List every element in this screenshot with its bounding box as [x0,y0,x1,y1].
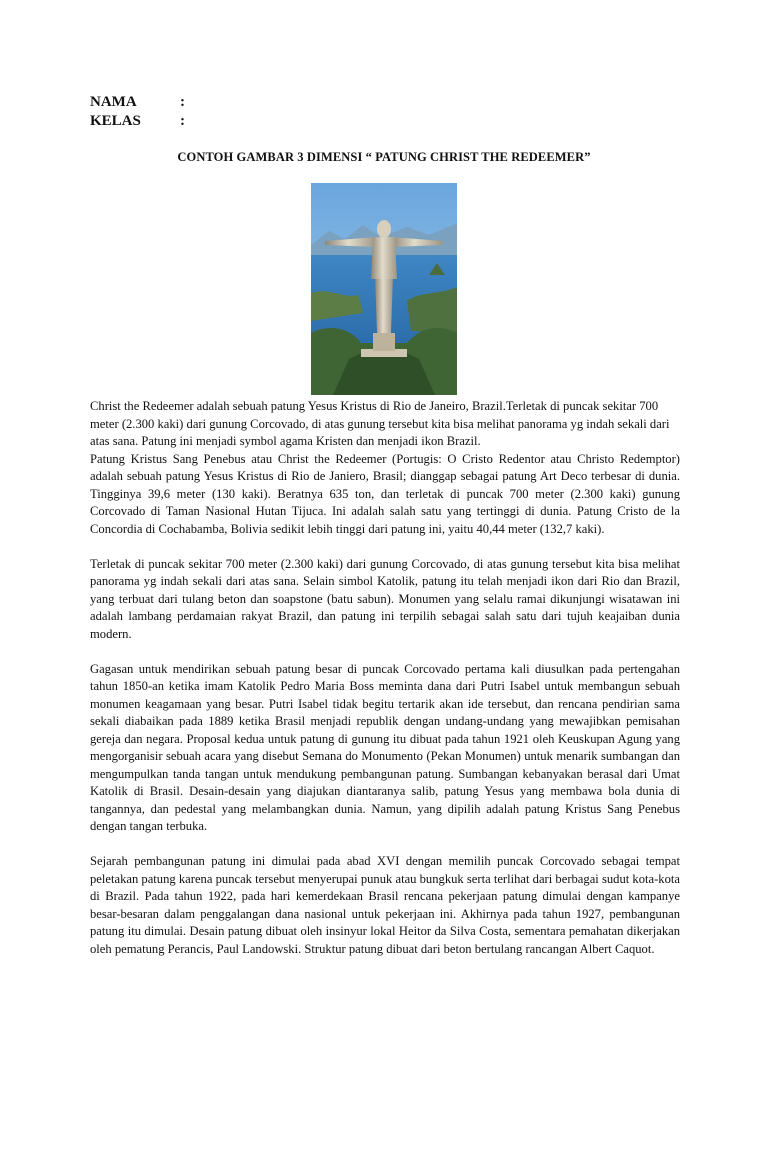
christ-the-redeemer-photo [311,183,457,395]
paragraph-3: Terletak di puncak sekitar 700 meter (2.300 kaki) dari gunung Corcovado, di atas gunung tersebut kita bisa melihat panorama yg indah sekali dari atas sana. Selain simbol Katolik, patung itu telah menjadi ikon dari Rio dan Brazil, yang terbuat dari tulang beton dan soapstone (batu sabun). Monumen yang selalu ramai dikunjungi wisatawan ini adalah lambang perdamaian rakyat Brazil, dan patung ini terpilih sebagai salah satu dari tujuh keajaiban dunia modern. [90,556,680,641]
nama-row [90,92,185,112]
kelas-label: KELAS [90,113,141,129]
paragraph-4: Gagasan untuk mendirikan sebuah patung besar di puncak Corcovado pertama kali diusulkan pada pertengahan tahun 1850-an ketika imam Katolik Pedro Maria Boss meminta dana dari Putri Isabel untuk membangun sebuah monumen keagamaan yang besar. Putri Isabel tidak begitu tertarik akan ide tersebut, dan rencana pendirian sama sekali diabaikan pada 1889 ketika Brasil menjadi republik dengan undang-undang yang mewajibkan pemisahan gereja dan negara. Proposal kedua untuk patung di gunung itu dibuat pada tahun 1921 oleh Keuskupan Agung yang mengorganisir sebuah acara yang disebut Semana do Monumento (Pekan Monumen) untuk menarik sumbangan dan mengumpulkan tanda tangan untuk mendukung pembangunan patung. Sumbangan kebanyakan berasal dari Umat Katolik di Brasil. Desain-desain yang diajukan diantaranya salib, patung Yesus yang membawa bola dunia di tangannya, dan pedestal yang melambangkan dunia. Namun, yang dipilih adalah patung Kristus Sang Penebus dengan tangan terbuka. [90,661,680,833]
body-text [90,398,680,958]
paragraph-2: Patung Kristus Sang Penebus atau Christ the Redeemer (Portugis: O Cristo Redentor atau Christo Redemptor) adalah sebuah patung Yesus Kristus di Rio de Janiero, Brasil; dianggap sebagai patung Art Deco terbesar di dunia. Tingginya 39,6 meter (130 kaki). Beratnya 635 ton, dan terletak di puncak 700 meter (2.300 kaki) gunung Corcovado di Taman Nasional Hutan Tijuca. Ini adalah salah satu yang tertinggi di dunia. Patung Cristo de la Concordia di Cochabamba, Bolivia sedikit lebih tinggi dari patung ini, yaitu 40,44 meter (132,7 kaki). [90,451,680,536]
statue-image [311,183,457,395]
kelas-colon: : [180,113,185,129]
kelas-row [90,111,185,131]
paragraph-1: Christ the Redeemer adalah sebuah patung Yesus Kristus di Rio de Janeiro, Brazil.Terletak di puncak sekitar 700 meter (2.300 kaki) dari gunung Corcovado, di atas gunung tersebut kita bisa melihat panorama yg indah sekali dari atas sana. Patung ini menjadi symbol agama Kristen dan menjadi ikon Brazil. [90,399,670,448]
paragraph-5: Sejarah pembangunan patung ini dimulai pada abad XVI dengan memilih puncak Corcovado sebagai tempat peletakan patung karena puncak tersebut menyerupai punuk atau bungkuk serta terlihat dari berbagai sudut kota-kota di Brazil. Pada tahun 1922, pada hari kemerdekaan Brasil rencana pekerjaan patung dimulai dengan kampanye besar-besaran dalam penggalangan dana nasional untuk pekerjaan ini. Akhirnya pada tahun 1927, pembangunan patung itu dimulai. Desain patung dibuat oleh insinyur lokal Heitor da Silva Costa, sementara pemahatan dikerjakan oleh pematung Perancis, Paul Landowski. Struktur patung dibuat dari beton bertulang rancangan Albert Caquot. [90,854,680,956]
nama-label: NAMA [90,94,137,110]
nama-colon: : [180,94,185,110]
document-title: CONTOH GAMBAR 3 DIMENSI “ PATUNG CHRIST THE REDEEMER” [177,150,591,164]
